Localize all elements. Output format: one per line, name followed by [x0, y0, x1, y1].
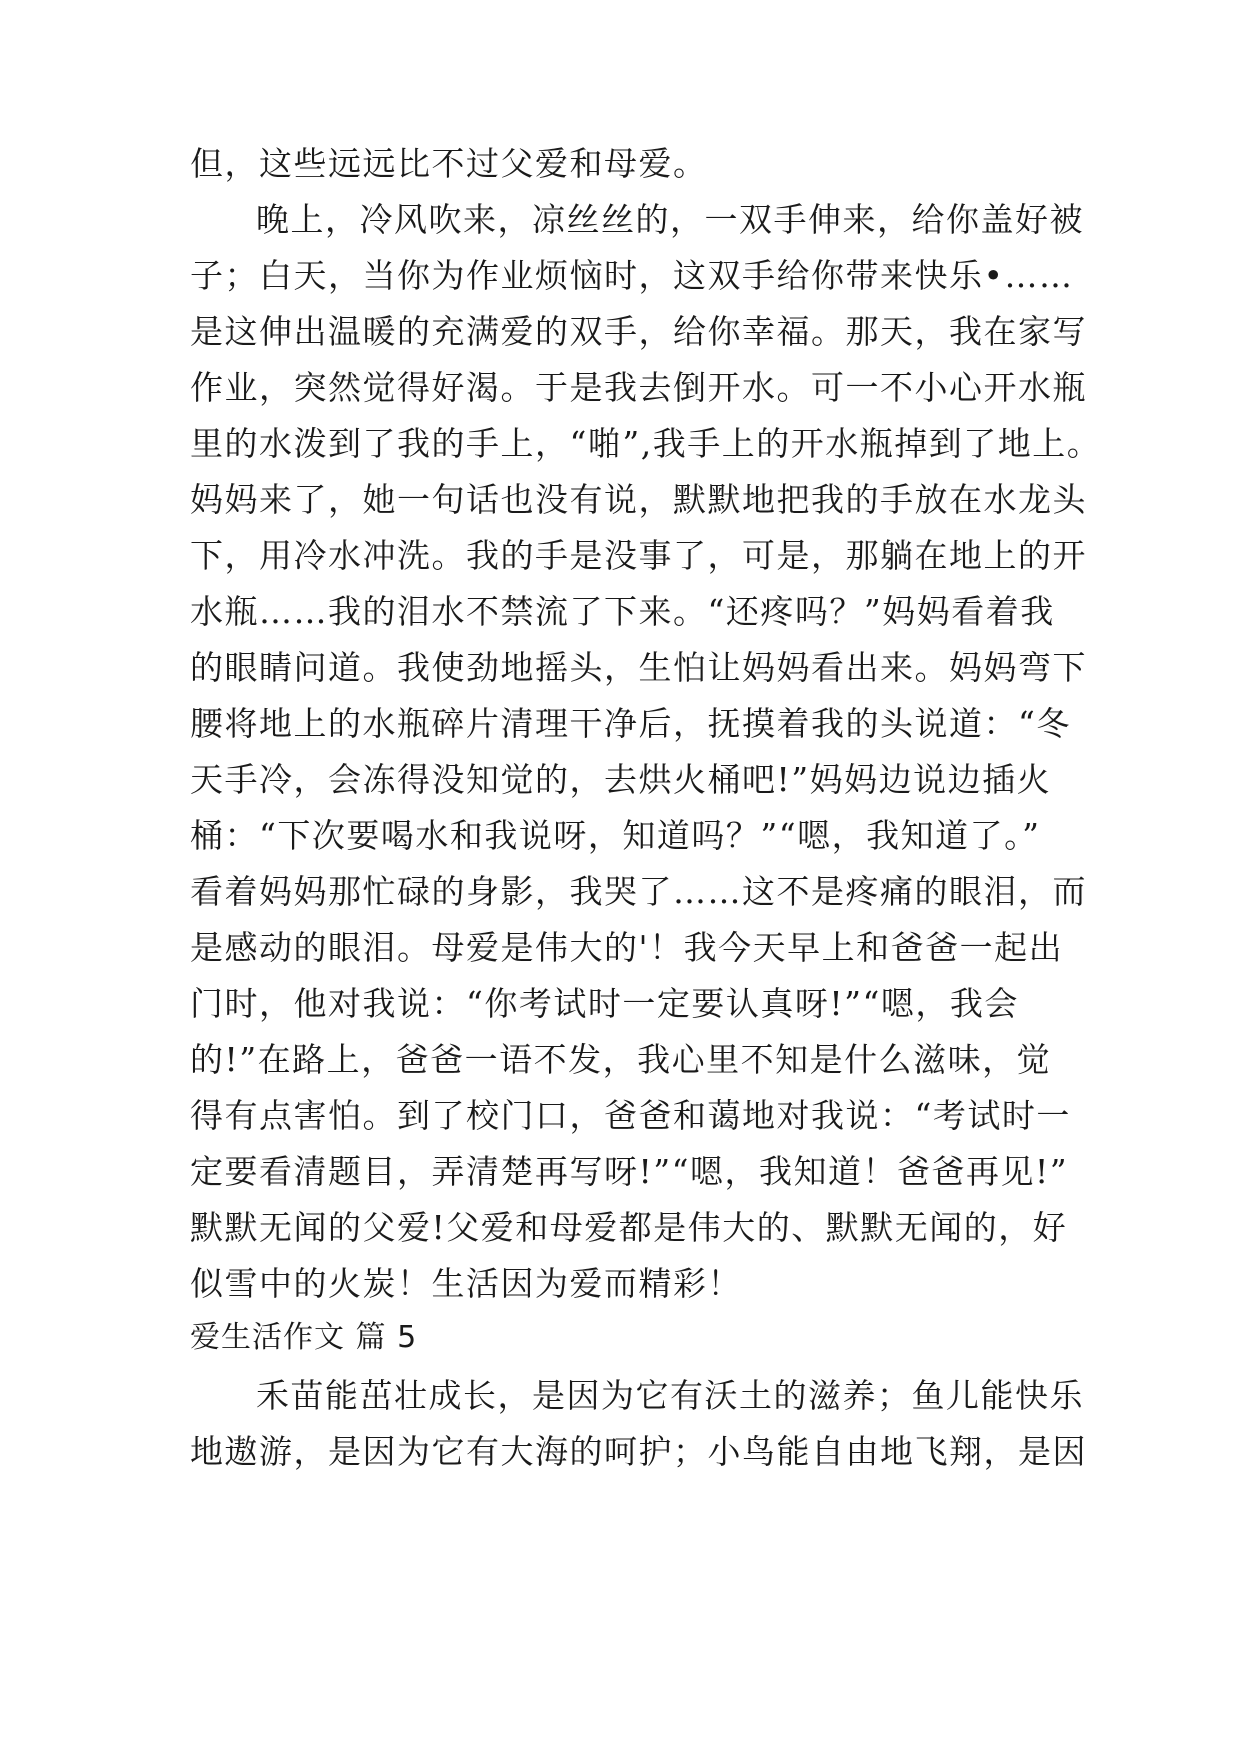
text-line: 门时，他对我说：“你考试时一定要认真呀!”“嗯，我会 [190, 984, 1019, 1023]
text-line: 的眼睛问道。我使劲地摇头，生怕让妈妈看出来。妈妈弯下 [190, 648, 1087, 687]
text-line: 是感动的眼泪。母爱是伟大的'！我今天早上和爸爸一起出 [190, 928, 1064, 967]
text-line: 腰将地上的水瓶碎片清理干净后，抚摸着我的头说道：“冬 [190, 704, 1071, 743]
text-line: 妈妈来了，她一句话也没有说，默默地把我的手放在水龙头 [190, 480, 1087, 519]
text-line: 得有点害怕。到了校门口，爸爸和蔼地对我说：“考试时一 [190, 1096, 1071, 1135]
paragraph-first-line: 禾苗能茁壮成长，是因为它有沃土的滋养；鱼儿能快乐 [256, 1376, 1084, 1415]
text-line: 子；白天，当你为作业烦恼时，这双手给你带来快乐•…… [190, 256, 1074, 295]
text-line: 里的水泼到了我的手上，“啪”,我手上的开水瓶掉到了地上。 [190, 424, 1102, 463]
text-line: 水瓶……我的泪水不禁流了下来。“还疼吗？”妈妈看着我 [190, 592, 1055, 631]
section-heading: 爱生活作文 篇 5 [190, 1320, 418, 1355]
text-line: 默默无闻的父爱!父爱和母爱都是伟大的、默默无闻的，好 [190, 1208, 1068, 1247]
text-line: 的!”在路上，爸爸一语不发，我心里不知是什么滋味，觉 [190, 1040, 1052, 1079]
text-line: 天手冷，会冻得没知觉的，去烘火桶吧!”妈妈边说边插火 [190, 760, 1052, 799]
text-line: 地遨游，是因为它有大海的呵护；小鸟能自由地飞翔，是因 [190, 1432, 1087, 1471]
text-line: 作业，突然觉得好渴。于是我去倒开水。可一不小心开水瓶 [190, 368, 1087, 407]
text-line: 桶：“下次要喝水和我说呀，知道吗？”“嗯，我知道了。” [190, 816, 1041, 855]
paragraph-first-line: 晚上，冷风吹来，凉丝丝的，一双手伸来，给你盖好被 [256, 200, 1084, 239]
text-line: 但，这些远远比不过父爱和母爱。 [190, 144, 708, 183]
text-line: 似雪中的火炭！生活因为爱而精彩！ [190, 1264, 742, 1303]
text-line: 定要看清题目，弄清楚再写呀!”“嗯，我知道！爸爸再见!” [190, 1152, 1069, 1191]
text-line: 是这伸出温暖的充满爱的双手，给你幸福。那天，我在家写 [190, 312, 1087, 351]
text-line: 看着妈妈那忙碌的身影，我哭了……这不是疼痛的眼泪，而 [190, 872, 1087, 911]
text-line: 下，用冷水冲洗。我的手是没事了，可是，那躺在地上的开 [190, 536, 1087, 575]
